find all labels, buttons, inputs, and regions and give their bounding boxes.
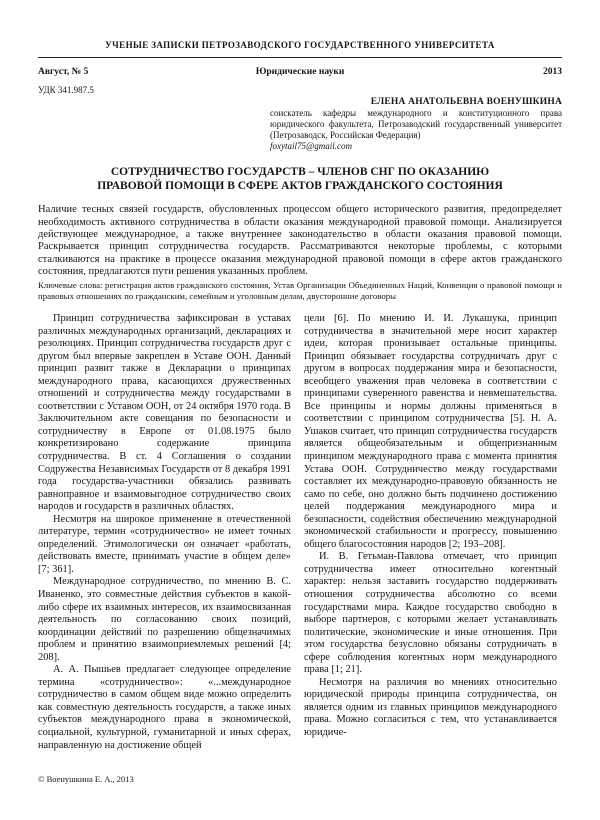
author-email: foxytail75@gmail.com — [270, 141, 353, 152]
author-affiliation: соискатель кафедры международного и конституционного права юридического факультета, Петрозаводский государственный университет (Петрозаводск, Российская Федерация) — [270, 108, 562, 140]
body-column-right — [304, 313, 557, 752]
issue-row — [38, 67, 562, 77]
keywords-text: Ключевые слова: регистрация актов гражданского состояния, Устав Организации Объединенных Наций, Конвенция о правовой помощи и правовых отношениях по гражданским, семейным и уголовным делам, двусторонние договоры — [38, 280, 562, 301]
body-columns — [38, 313, 562, 752]
body-paragraph: А. А. Пышьев предлагает следующее определение термина «сотрудничество»: «...международное сотрудничество в самом общем виде можно определить как совместную деятельность государств, а также иных субъектов международного права в экономической, социальной, культурной, гуманитарной и иных сферах, направленную на достижение общей — [38, 664, 291, 751]
section-label: Юридические науки — [255, 67, 345, 77]
year-label: 2013 — [543, 67, 562, 77]
author-name: ЕЛЕНА АНАТОЛЬЕВНА ВОЕНУШКИНА — [370, 97, 562, 107]
body-paragraph: Принцип сотрудничества зафиксирован в уставах различных международных организаций, декларациях и резолюциях. Принцип сотрудничества государств друг с другом был впервые закреплен в Уставе ООН. Данный принцип развит также в Декларации о принципах международного права, касающихся дружественных отношений и сотрудничества между государствами в соответствии с Уставом ООН, от 24 октября 1970 года. В Заключительном акте совещания по безопасности и сотрудничеству в Европе от 01.08.1975 было конкретизировано содержание принципа сотрудничества. В ст. 4 Соглашения о создании Содружества Независимых Государств от 8 декабря 1991 года государства-участники обязались развивать равноправное и взаимовыгодное сотрудничество своих народов и государств в различных областях. — [38, 312, 291, 513]
article-title-line-1: СОТРУДНИЧЕСТВО ГОСУДАРСТВ – ЧЛЕНОВ СНГ ПО ОКАЗАНИЮ — [110, 166, 490, 179]
body-paragraph: Несмотря на широкое применение в отечественной литературе, термин «сотрудничество» не имеет точных определений. Этимологически он означает «работать, действовать вместе, принимать участие в общем деле» [7; 361]. — [38, 513, 291, 575]
article-title-line-2: ПРАВОВОЙ ПОМОЩИ В СФЕРЕ АКТОВ ГРАЖДАНСКОГО СОСТОЯНИЯ — [97, 180, 503, 193]
body-paragraph: Международное сотрудничество, по мнению В. С. Иваненко, это совместные действия субъектов в какой-либо сфере их взаимных интересов, их взаимосвязанная деятельность по согласованию своих позиций, координации действий по разрешению общезначимых проблем и принятию взаимоприемлемых решений [4; 208]. — [38, 576, 291, 663]
running-head: УЧЕНЫЕ ЗАПИСКИ ПЕТРОЗАВОДСКОГО ГОСУДАРСТВЕННОГО УНИВЕРСИТЕТА — [38, 40, 562, 58]
body-paragraph: И. В. Гетьман-Павлова отмечает, что принцип сотрудничества имеет относительно когентный характер: нельзя заставить государство поддерживать отношения сотрудничества абсолютно со всеми государствами мира. Каждое государство свободно в выборе партнеров, с которыми желает устанавливать политические, экономические и иные отношения. При этом государства безусловно обязаны сотрудничать в сфере соблюдения когентных норм международного права [1; 21]. — [304, 551, 557, 676]
author-block — [270, 97, 562, 151]
body-paragraph: цели [6]. По мнению И. И. Лукашука, принцип сотрудничества в значительной мере носит характер идеи, которая пронизывает остальные принципы. Принцип обязывает государства сотрудничать друг с другом в вопросах поддержания мира и безопасности, всеобщего уважения прав человека в соответствии с принципами суверенного равенства и невмешательства. Все принципы и нормы должны применяться в соответствии с принципом сотрудничества [5]. Н. А. Ушаков считает, что принцип сотрудничества государств является общеобязательным и общепризнанным принципом международного права с момента принятия Устава ООН. Сотрудничество между государствами составляет их международно-правовую обязанность не само по себе, оно должно быть подчинено достижению целей поддержания международного мира и безопасности, содействия обеспечению международной экономической стабильности и прогрессу, повышению общего благосостояния народов [2; 193–208]. — [304, 312, 557, 550]
abstract-text: Наличие тесных связей государств, обусловленных процессом общего исторического развития, предопределяет необходимость активного сотрудничества в области оказания международной правовой помощи. Анализируется действующее международное, а также внутреннее законодательство в области оказания правовой помощи. Раскрывается принцип сотрудничества государств. Рассматриваются некоторые проблемы, с которыми сталкиваются на практике в процессе оказания международной правовой помощи в сфере актов гражданского состояния, предлагаются пути решения указанных проблем. — [38, 204, 562, 277]
article-title — [38, 165, 562, 193]
udk-code: УДК 341.987.5 — [38, 85, 94, 95]
copyright-notice: © Военушкина Е. А., 2013 — [38, 774, 134, 784]
issue-label: Август, № 5 — [38, 67, 89, 77]
body-paragraph: Несмотря на различия во мнениях относительно юридической природы принципа сотрудничества, он является одним из главных принципов международного права. Можно согласиться с тем, что устанавливается юридиче- — [304, 676, 557, 739]
body-column-left — [38, 313, 291, 752]
